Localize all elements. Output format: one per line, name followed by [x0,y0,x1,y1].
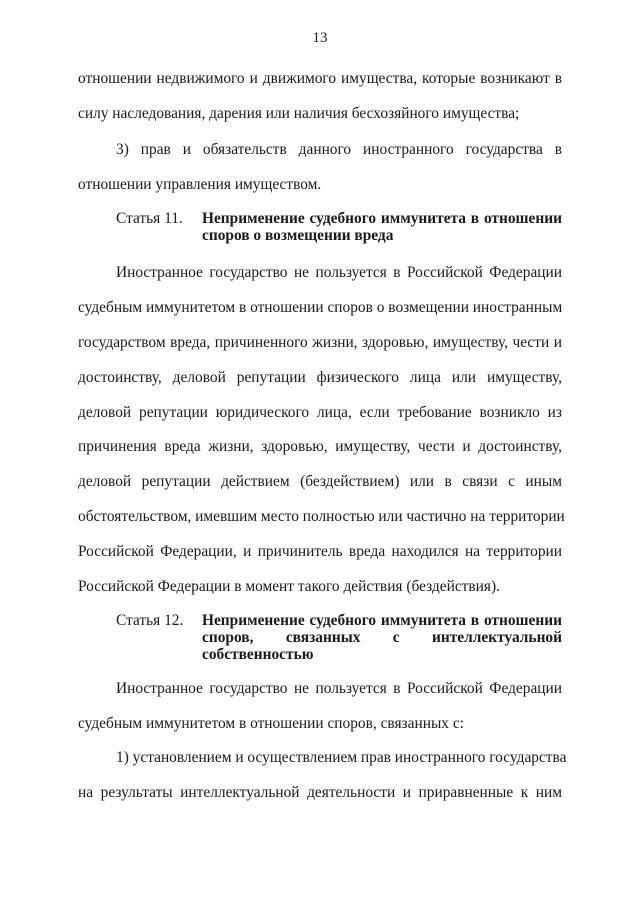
text-line: отношении управления имуществом. [78,176,322,193]
text-line: причинения вреда жизни, здоровью, имуществу, чести и достоинству, [78,438,562,455]
text-line: Иностранное государство не пользуется в Российской Федерации [116,680,562,697]
text-line: Российской Федерации, и причинитель вреда находился на территории [78,543,562,560]
page-number: 13 [312,30,328,46]
text-line: отношении недвижимого и движимого имущества, которые возникают в [78,70,562,87]
text-line: Иностранное государство не пользуется в Российской Федерации [116,264,562,281]
text-line: судебным иммунитетом в отношении споров о возмещении иностранным [78,299,563,316]
article-11-label: Статья 11. [116,210,183,227]
text-line: деловой репутации юридического лица, если требование возникло из [78,404,562,421]
article-11-title [202,210,562,244]
article-12-title-line: Неприменение судебного иммунитета в отношении [202,612,562,629]
text-line: 1) установлением и осуществлением прав иностранного государства [116,749,567,766]
article-12-title [202,612,562,663]
article-12-title-line: собственностью [202,646,314,663]
text-line: судебным иммунитетом в отношении споров, связанных с: [78,715,464,732]
article-12-title-line: споров, связанных с интеллектуальной [202,629,562,646]
text-line: обстоятельством, имевшим место полностью или частично на территории [78,508,565,525]
article-11-title-line: споров о возмещении вреда [202,227,394,244]
text-line: достоинству, деловой репутации физического лица или имуществу, [78,369,562,386]
article-11-title-line: Неприменение судебного иммунитета в отношении [202,210,562,227]
text-line: Российской Федерации в момент такого действия (бездействия). [78,578,500,595]
text-line: деловой репутации действием (бездействием) или в связи с иным [78,473,562,490]
text-line: силу наследования, дарения или наличия бесхозяйного имущества; [78,105,520,122]
text-line: государством вреда, причиненного жизни, здоровью, имуществу, чести и [78,334,562,351]
article-12-label: Статья 12. [116,612,184,629]
text-line: 3) прав и обязательств данного иностранного государства в [116,141,562,158]
text-line: на результаты интеллектуальной деятельности и приравненные к ним [78,784,562,801]
